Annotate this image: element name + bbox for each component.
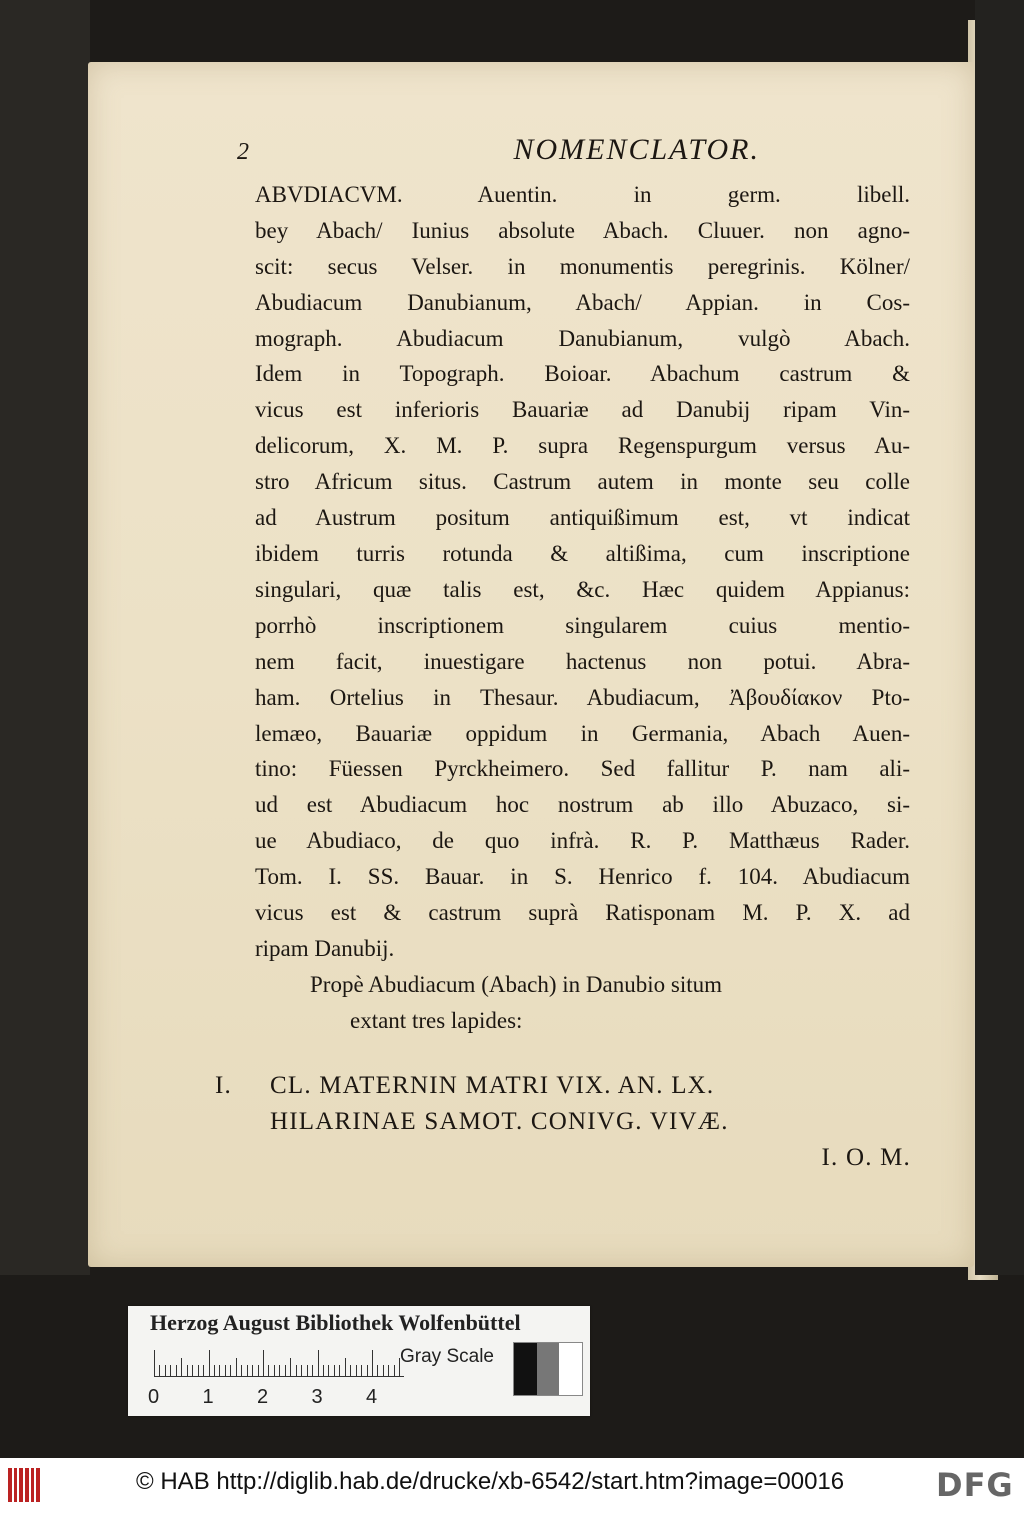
ruler-tick <box>339 1365 340 1376</box>
text-line: ue Abudiaco, de quo infrà. R. P. Matthæus Rader. <box>255 828 910 854</box>
ruler-label: 3 <box>311 1386 323 1408</box>
ruler-tick <box>290 1358 291 1376</box>
gray-patch <box>537 1343 560 1395</box>
text-line: mograph. Abudiacum Danubianum, vulgò Abach. <box>255 325 910 351</box>
ruler-tick <box>356 1365 357 1376</box>
inscription <box>215 1068 915 1176</box>
ruler-tick <box>247 1365 248 1376</box>
page-header <box>237 132 910 171</box>
ruler-tick <box>312 1365 313 1376</box>
ruler-tick <box>274 1365 275 1376</box>
ruler-tick <box>334 1365 335 1376</box>
text-line: ham. Ortelius in Thesaur. Abudiacum, Ἀβουδίακον Pto- <box>255 684 910 710</box>
ruler-tick <box>225 1365 226 1376</box>
running-title: NOMENCLATOR. <box>513 133 760 166</box>
ruler-tick <box>258 1365 259 1376</box>
ruler-tick <box>176 1365 177 1376</box>
text-line: extant tres lapides: <box>350 1007 523 1033</box>
ruler-tick <box>318 1350 319 1376</box>
ruler-tick <box>383 1365 384 1376</box>
ruler-tick <box>187 1365 188 1376</box>
library-name: Herzog August Bibliothek Wolfenbüttel <box>150 1310 521 1335</box>
source-url[interactable]: © HAB http://diglib.hab.de/drucke/xb-6542/start.htm?image=00016 <box>136 1468 845 1495</box>
ruler-tick <box>279 1365 280 1376</box>
ruler-tick <box>219 1365 220 1376</box>
gray-scale-bar <box>513 1342 583 1396</box>
ruler-tick <box>394 1365 395 1376</box>
ruler-tick <box>285 1365 286 1376</box>
ruler-tick <box>241 1365 242 1376</box>
text-line: stro Africum situs. Castrum autem in monte seu colle <box>255 469 910 495</box>
text-line: lemæo, Bauariæ oppidum in Germania, Abach Auen- <box>255 720 910 746</box>
ruler-tick <box>377 1365 378 1376</box>
text-line: scit: secus Velser. in monumentis peregrinis. Kölner/ <box>255 253 910 279</box>
ruler-tick <box>159 1365 160 1376</box>
text-line: ud est Abudiacum hoc nostrum ab illo Abuzaco, si- <box>255 792 910 818</box>
ruler-tick <box>345 1358 346 1376</box>
text-line: delicorum, X. M. P. supra Regenspurgum versus Au- <box>255 433 910 459</box>
ruler-tick <box>181 1358 182 1376</box>
inscription-number: I. <box>215 1072 232 1099</box>
footer-bar <box>0 1458 1024 1514</box>
ruler-tick <box>263 1350 264 1376</box>
text-line: singulari, quæ talis est, &c. Hæc quidem Appianus: <box>255 576 910 602</box>
ruler-tick <box>192 1365 193 1376</box>
ruler-label: 2 <box>257 1386 269 1408</box>
gray-patch <box>559 1343 582 1395</box>
text-line: Propè Abudiacum (Abach) in Danubio situm <box>310 971 723 997</box>
ruler-tick <box>323 1365 324 1376</box>
scan-background-left <box>0 0 90 1275</box>
ruler-label: 4 <box>366 1386 378 1408</box>
text-line: ripam Danubij. <box>255 935 395 961</box>
ruler-tick <box>230 1365 231 1376</box>
text-line: bey Abach/ Iunius absolute Abach. Cluuer. non agno- <box>255 217 910 243</box>
hab-logo-icon <box>8 1468 40 1502</box>
text-line: vicus est & castrum suprà Ratisponam M. P. X. ad <box>255 900 910 926</box>
text-line: Abudiacum Danubianum, Abach/ Appian. in Cos- <box>255 289 910 315</box>
page-number: 2 <box>237 139 249 165</box>
inscription-line: HILARINAE SAMOT. CONIVG. VIVÆ. <box>270 1108 729 1135</box>
ruler-tick <box>170 1365 171 1376</box>
ruler-tick <box>301 1365 302 1376</box>
page-text <box>237 132 910 1039</box>
ruler-tick <box>198 1365 199 1376</box>
ruler-tick <box>252 1365 253 1376</box>
ruler-tick <box>214 1365 215 1376</box>
second-paragraph <box>255 967 910 1039</box>
text-line: porrhò inscriptionem singularem cuius mentio- <box>255 612 910 638</box>
text-line: Tom. I. SS. Bauar. in S. Henrico f. 104. Abudiacum <box>255 864 910 890</box>
gray-patch <box>514 1343 537 1395</box>
ruler-tick <box>350 1365 351 1376</box>
ruler-label: 1 <box>202 1386 214 1408</box>
ruler-tick <box>209 1350 210 1376</box>
ruler-tick <box>268 1365 269 1376</box>
ruler-tick <box>367 1365 368 1376</box>
inscription-line: I. O. M. <box>821 1144 911 1171</box>
ruler-tick <box>165 1365 166 1376</box>
ruler-tick <box>361 1365 362 1376</box>
ruler-tick <box>296 1365 297 1376</box>
body-paragraph <box>255 177 910 967</box>
ruler-label: 0 <box>148 1386 160 1408</box>
text-line: nem facit, inuestigare hactenus non potui. Abra- <box>255 648 910 674</box>
text-line: tino: Füessen Pyrckheimero. Sed fallitur P. nam ali- <box>255 756 910 782</box>
dfg-logo: DFG <box>936 1466 1014 1504</box>
inscription-line: CL. MATERNIN MATRI VIX. AN. LX. <box>270 1072 715 1099</box>
ruler-tick <box>388 1365 389 1376</box>
text-line: ad Austrum positum antiquißimum est, vt indicat <box>255 505 910 531</box>
text-line: vicus est inferioris Bauariæ ad Danubij ripam Vin- <box>255 397 910 423</box>
ruler-tick <box>307 1365 308 1376</box>
ruler-tick <box>203 1365 204 1376</box>
ruler-tick <box>154 1350 155 1376</box>
ruler-tick <box>328 1365 329 1376</box>
text-line: ibidem turris rotunda & altißima, cum inscriptione <box>255 540 910 566</box>
ruler-tick <box>372 1350 373 1376</box>
text-line: Idem in Topograph. Boioar. Abachum castrum & <box>255 361 910 387</box>
ruler <box>154 1350 404 1377</box>
color-calibration-card <box>128 1306 590 1416</box>
text-line: ABVDIACVM. Auentin. in germ. libell. <box>255 181 910 207</box>
scan-background-right <box>975 0 1024 1275</box>
gray-scale-label: Gray Scale <box>400 1346 494 1367</box>
ruler-tick <box>236 1358 237 1376</box>
